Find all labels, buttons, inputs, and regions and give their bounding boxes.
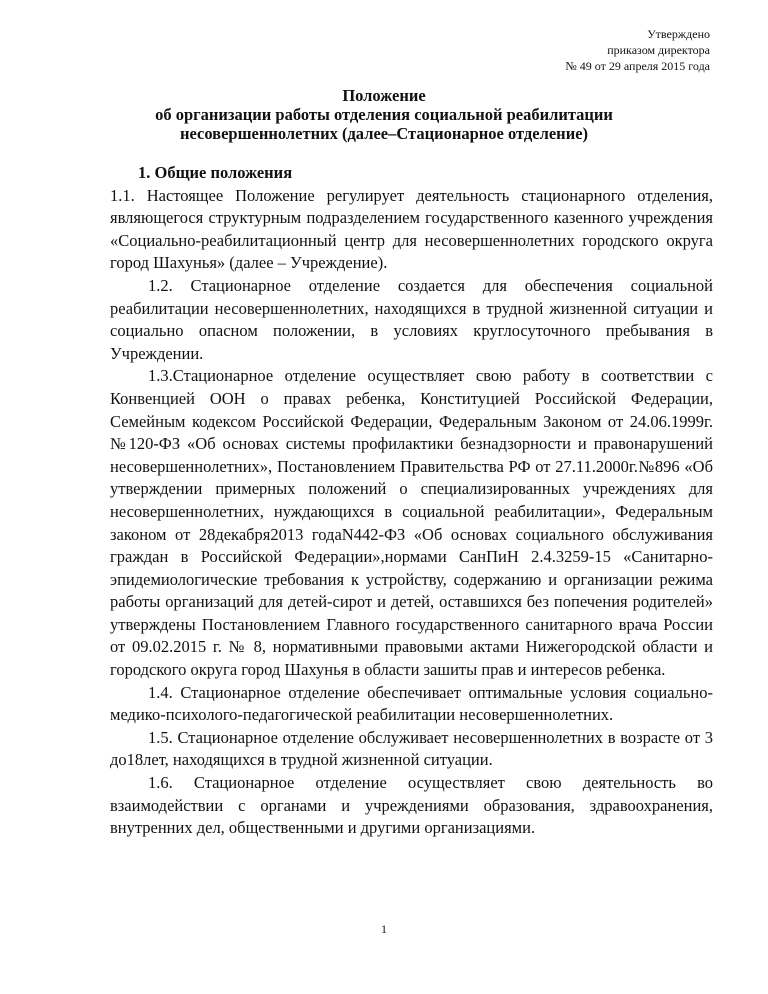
approval-line-3: № 49 от 29 апреля 2015 года — [565, 59, 710, 73]
paragraph-1-1: 1.1. Настоящее Положение регулирует деятельность стационарного отделения, являющегося структурным подразделением государственного казенного учреждения «Социально-реабилитационный центр для несовершеннолетних городского округа город Шахунья» (далее – Учреждение). — [110, 185, 713, 273]
paragraph-1-2: 1.2. Стационарное отделение создается для обеспечения социальной реабилитации несовершеннолетних, находящихся в трудной жизненной ситуации и социально опасном положении, в условиях круглосуточного пребывания в Учреждении. — [110, 275, 713, 363]
approval-line-2: приказом директора — [607, 43, 710, 57]
paragraph-1-4: 1.4. Стационарное отделение обеспечивает оптимальные условия социально-медико-психолого-педагогической реабилитации несовершеннолетних. — [110, 682, 713, 725]
title-line-1: Положение — [342, 86, 426, 105]
paragraph-1-5: 1.5. Стационарное отделение обслуживает несовершеннолетних в возрасте от 3 до18лет, находящихся в трудной жизненной ситуации. — [110, 727, 713, 770]
document-title — [70, 86, 698, 143]
title-line-3: несовершеннолетних (далее–Стационарное отделение) — [179, 124, 589, 143]
title-line-2: об организации работы отделения социальной реабилитации — [155, 105, 613, 124]
approval-stamp — [565, 26, 710, 74]
section-heading: 1. Общие положения — [138, 163, 293, 182]
paragraph-1-6: 1.6. Стационарное отделение осуществляет свою деятельность во взаимодействии с органами и учреждениями образования, здравоохранения, внутренних дел, общественными и другими организациями. — [110, 773, 713, 838]
page-number: 1 — [381, 922, 387, 936]
document-body — [110, 162, 713, 840]
approval-line-1: Утверждено — [647, 27, 710, 41]
paragraph-1-3: 1.3.Стационарное отделение осуществляет свою работу в соответствии с Конвенцией ООН о правах ребенка, Конституцией Российской Федерации, Семейным кодексом Российской Федерации, Федеральным Законом от 24.06.1999г.№120-ФЗ «Об основах системы профилактики безнадзорности и правонарушений несовершеннолетних», Постановлением Правительства РФ от 27.11.2000г.№896 «Об утверждении примерных положений о специализированных учреждениях для несовершеннолетних, нуждающихся в социальной реабилитации», Федеральным законом от 28декабря2013 годаN442-ФЗ «Об основах социального обслуживания граждан в Российской Федерации»,нормами СанПиН 2.4.3259-15 «Санитарно-эпидемиологические требования к устройству, содержанию и организации режима работы организаций для детей-сирот и детей, оставшихся без попечения родителей» утверждены Постановлением Главного государственного санитарного врача России от 09.02.2015 г. № 8, нормативными правовыми актами Нижегородской области и городского округа город Шахунья в области зашиты прав и интересов ребенка. — [110, 366, 713, 680]
